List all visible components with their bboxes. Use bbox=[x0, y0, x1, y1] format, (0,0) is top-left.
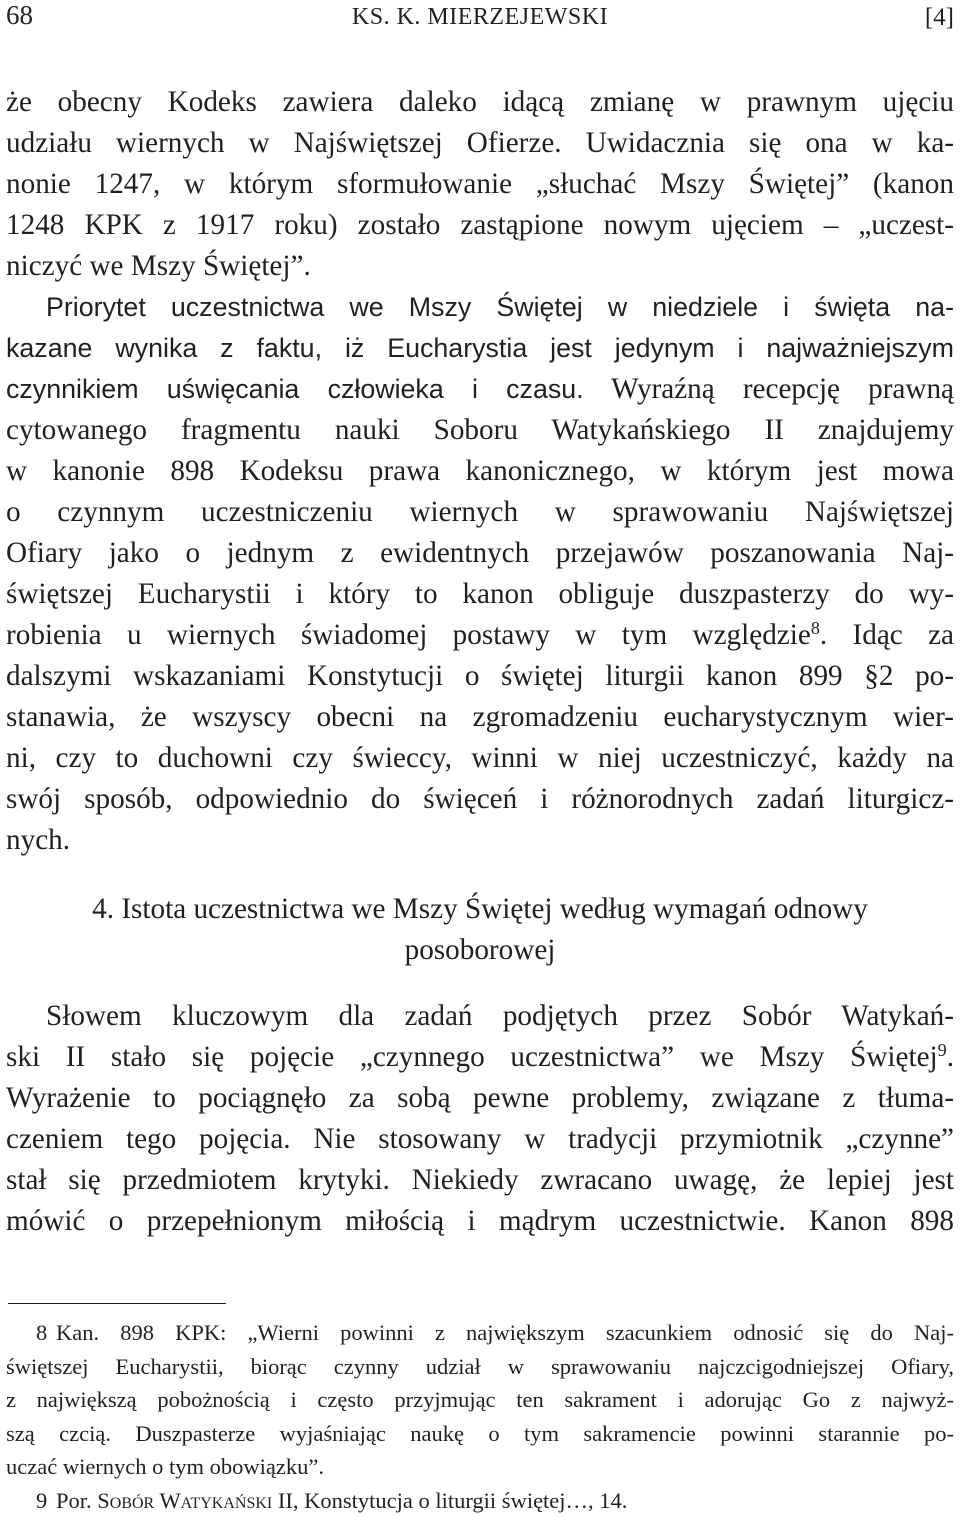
footnote-8-line: z największą pobożnością i często przyjmując ten sakrament i adorując Go z najwyż- bbox=[6, 1383, 954, 1417]
text-segment: . Idąc za bbox=[820, 619, 954, 651]
text-line: Ofiary jako o jednym z ewidentnych przejawów poszanowania Naj- bbox=[6, 533, 954, 574]
body-paragraph-2 bbox=[6, 996, 954, 1242]
text-segment: ski II stało się pojęcie „czynnego uczestnictwa” we Mszy Świętej bbox=[6, 1041, 938, 1073]
text-line: o czynnym uczestniczeniu wiernych w sprawowaniu Najświętszej bbox=[6, 492, 954, 533]
footnote-author: Sobór Watykański bbox=[97, 1488, 272, 1513]
text-segment: . bbox=[947, 1041, 954, 1073]
text-line: swój sposób, odpowiednio do święceń i różnorodnych zadań liturgicz- bbox=[6, 779, 954, 820]
section-heading bbox=[6, 889, 954, 971]
footnote-ref-9[interactable]: 9 bbox=[938, 1040, 947, 1060]
footnote-ref-8[interactable]: 8 bbox=[811, 618, 820, 638]
text-segment: robienia u wiernych świadomej postawy w tym względzie bbox=[6, 619, 811, 651]
text-line bbox=[6, 615, 954, 656]
text-line: ni, czy to duchowni czy świeccy, winni w niej uczestniczyć, każdy na bbox=[6, 738, 954, 779]
footnote-8-line: uczać wiernych o tym obowiązku”. bbox=[6, 1450, 954, 1484]
footnote-number: 8 bbox=[6, 1316, 56, 1350]
heading-line: 4. Istota uczestnictwa we Mszy Świętej według wymagań odnowy bbox=[6, 889, 954, 930]
text-line: świętszej Eucharystii i który to kanon obliguje duszpasterzy do wy- bbox=[6, 574, 954, 615]
running-head-author: KS. K. MIERZEJEWSKI bbox=[6, 4, 954, 31]
text-line: mówić o przepełnionym miłością i mądrym uczestnictwie. Kanon 898 bbox=[6, 1201, 954, 1242]
text-line: cytowanego fragmentu nauki Soboru Watykańskiego II znajdujemy bbox=[6, 410, 954, 451]
running-header bbox=[6, 0, 954, 40]
footnote-text: Kan. 898 KPK: „Wierni powinni z największym szacunkiem odnosić się do Naj- bbox=[56, 1320, 954, 1345]
text-line: dalszymi wskazaniami Konstytucji o świętej liturgii kanon 899 §2 po- bbox=[6, 656, 954, 697]
body-paragraph-1 bbox=[6, 82, 954, 861]
text-line: stanawia, że wszyscy obecni na zgromadzeniu eucharystycznym wier- bbox=[6, 697, 954, 738]
text-line: że obecny Kodeks zawiera daleko idącą zmianę w prawnym ujęciu bbox=[6, 82, 954, 123]
section-number: [4] bbox=[925, 4, 954, 32]
text-line: nych. bbox=[6, 820, 954, 861]
heading-line: posoborowej bbox=[6, 930, 954, 971]
text-line: niczyć we Mszy Świętej”. bbox=[6, 246, 954, 287]
footnotes bbox=[6, 1316, 954, 1517]
footnote-text: II, Konstytucja o liturgii świętej…, 14. bbox=[272, 1488, 627, 1513]
text-line: udziału wiernych w Najświętszej Ofierze. Uwidacznia się ona w ka- bbox=[6, 123, 954, 164]
footnote-9-line bbox=[6, 1484, 954, 1517]
text-line: stał się przedmiotem krytyki. Niekiedy zwracano uwagę, że lepiej jest bbox=[6, 1160, 954, 1201]
footnote-separator bbox=[8, 1303, 226, 1304]
text-line: kazane wynika z faktu, iż Eucharystia jest jedynym i najważniejszym bbox=[6, 328, 954, 369]
text-line: w kanonie 898 Kodeksu prawa kanonicznego, w którym jest mowa bbox=[6, 451, 954, 492]
footnote-number: 9 bbox=[6, 1484, 56, 1517]
text-line bbox=[6, 369, 954, 410]
text-segment-sans: czynnikiem uświęcania człowieka i czasu. bbox=[6, 374, 584, 404]
text-line: Wyrażenie to pociągnęło za sobą pewne problemy, związane z tłuma- bbox=[6, 1078, 954, 1119]
text-segment: Wyraźną recepcję prawną bbox=[584, 373, 954, 405]
text-line: Priorytet uczestnictwa we Mszy Świętej w niedziele i święta na- bbox=[6, 287, 954, 328]
text-line: nonie 1247, w którym sformułowanie „słuchać Mszy Świętej” (kanon bbox=[6, 164, 954, 205]
footnote-8-line: szą czcią. Duszpasterze wyjaśniając naukę o tym sakramencie powinni starannie po- bbox=[6, 1417, 954, 1451]
page-number: 68 bbox=[6, 0, 33, 31]
footnote-8-line: świętszej Eucharystii, biorąc czynny udział w sprawowaniu najczcigodniejszej Ofiary, bbox=[6, 1350, 954, 1384]
text-line: Słowem kluczowym dla zadań podjętych przez Sobór Watykań- bbox=[6, 996, 954, 1037]
footnote-text: Por. bbox=[56, 1488, 97, 1513]
text-line: czeniem tego pojęcia. Nie stosowany w tradycji przymiotnik „czynne” bbox=[6, 1119, 954, 1160]
text-line: 1248 KPK z 1917 roku) zostało zastąpione nowym ujęciem – „uczest- bbox=[6, 205, 954, 246]
footnote-8-line bbox=[6, 1316, 954, 1350]
text-line bbox=[6, 1037, 954, 1078]
